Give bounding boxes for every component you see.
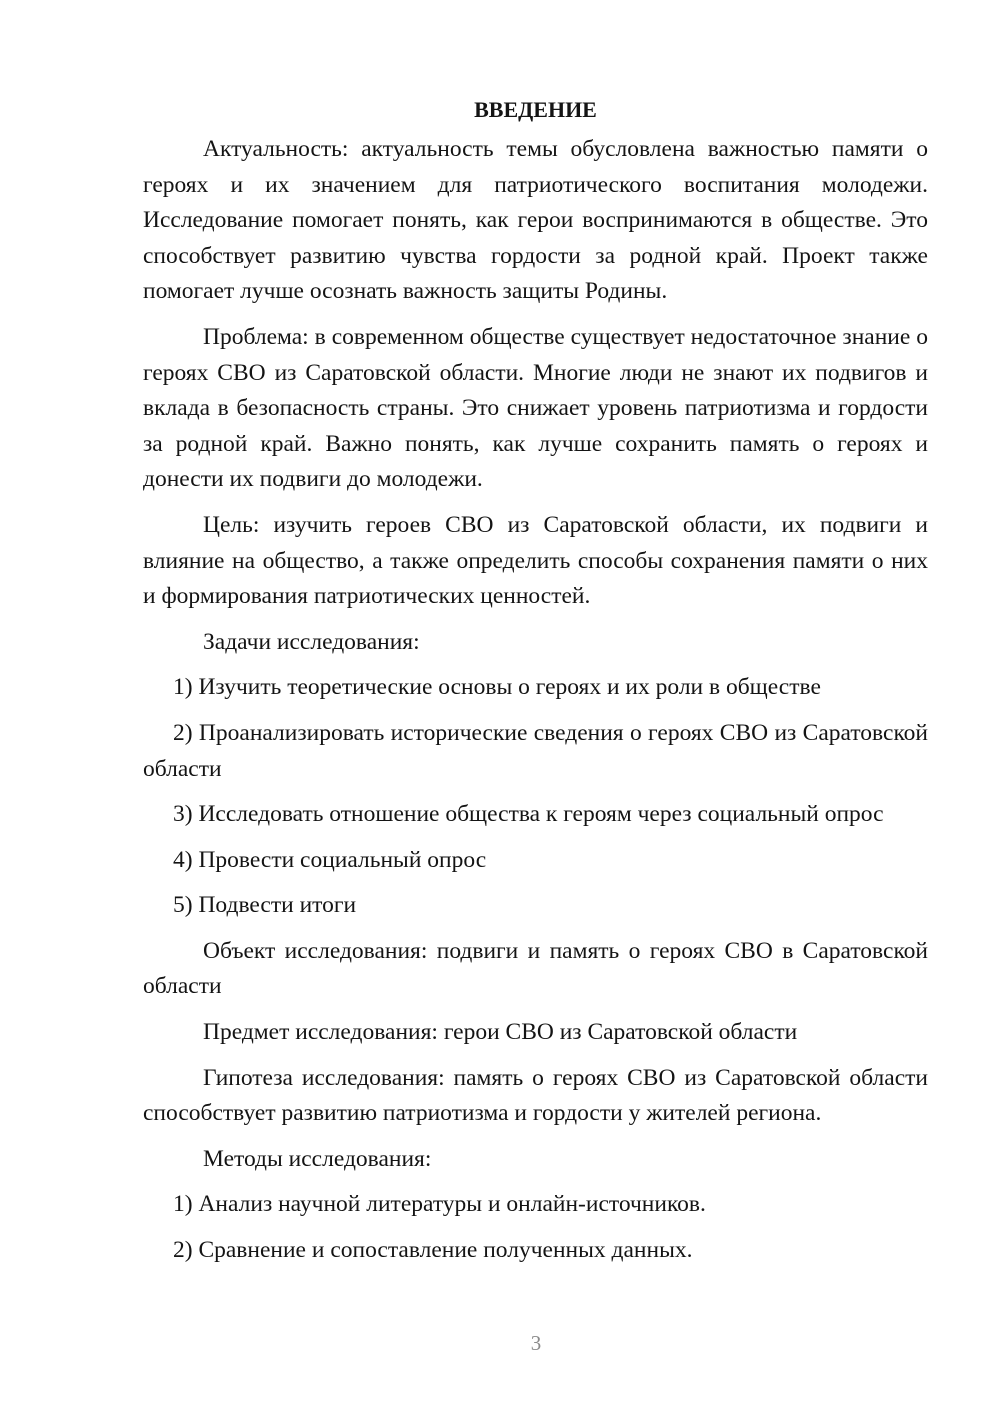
page-number: 3	[530, 1331, 542, 1355]
task-item-1: 1) Изучить теоретические основы о героях и их роли в обществе	[173, 674, 821, 701]
relevance-paragraph: Актуальность: актуальность темы обусловлена важностью памяти о героях и их значением для патриотического воспитания молодежи. Исследование помогает понять, как герои воспринимаются в обществе. Это способствует развитию чувства гордости за родной край. Проект также помогает лучше осознать важность защиты Родины.	[143, 136, 928, 305]
task-item-5: 5) Подвести итоги	[173, 892, 357, 919]
method-item-2: 2) Сравнение и сопоставление полученных данных.	[173, 1237, 693, 1264]
task-item-3: 3) Исследовать отношение общества к героям через социальный опрос	[173, 801, 884, 828]
method-item-1: 1) Анализ научной литературы и онлайн-источников.	[173, 1191, 706, 1218]
goal-paragraph: Цель: изучить героев СВО из Саратовской области, их подвиги и влияние на общество, а также определить способы сохранения памяти о них и формирования патриотических ценностей.	[143, 511, 928, 610]
methods-heading: Методы исследования:	[203, 1145, 432, 1172]
section-title: ВВЕДЕНИЕ	[474, 97, 597, 122]
page-content	[143, 92, 928, 1269]
hypothesis-paragraph: Гипотеза исследования: память о героях СВО из Саратовской области способствует развитию патриотизма и гордости у жителей региона.	[143, 1064, 928, 1127]
tasks-heading: Задачи исследования:	[203, 628, 420, 655]
task-item-2: 2) Проанализировать исторические сведения о героях СВО из Саратовской области	[143, 719, 928, 782]
subject-paragraph: Предмет исследования: герои СВО из Саратовской области	[203, 1019, 798, 1046]
object-paragraph: Объект исследования: подвиги и память о героях СВО в Саратовской области	[143, 937, 928, 1000]
task-item-4: 4) Провести социальный опрос	[173, 846, 487, 873]
problem-paragraph: Проблема: в современном обществе существует недостаточное знание о героях СВО из Саратовской области. Многие люди не знают их подвигов и вклада в безопасность страны. Это снижает уровень патриотизма и гордости за родной край. Важно понять, как лучше сохранить память о героях и донести их подвиги до молодежи.	[143, 323, 928, 493]
